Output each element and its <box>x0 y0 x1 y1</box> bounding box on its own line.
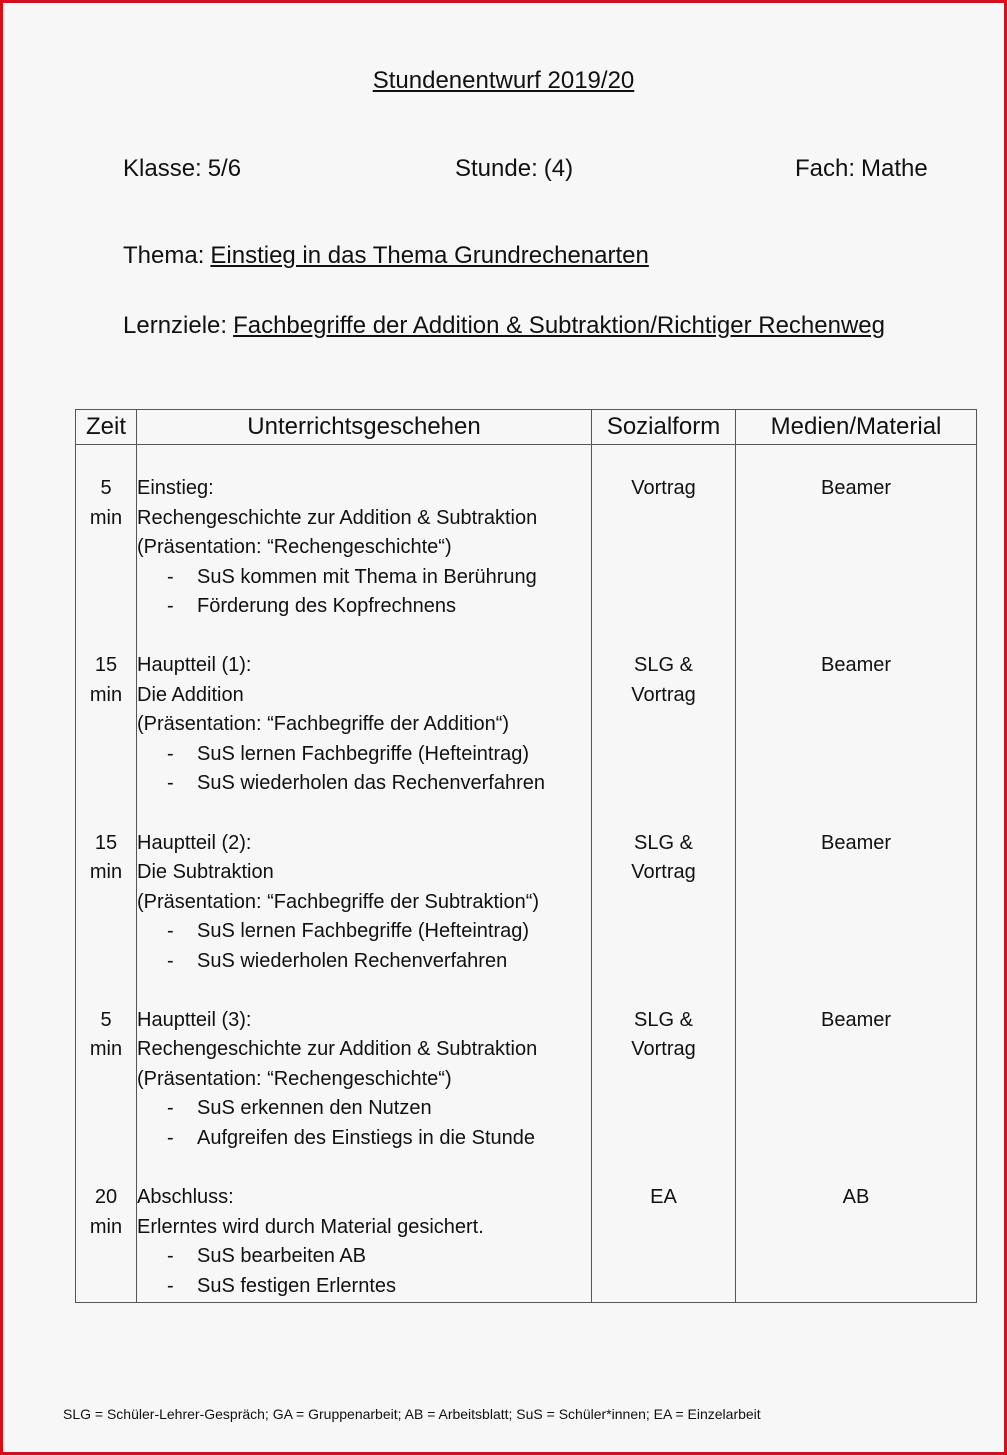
medien-cell <box>736 800 977 977</box>
zeit-number: 20 <box>94 1186 118 1209</box>
sozialform-line: EA <box>650 1186 677 1209</box>
zeit-cell <box>76 1154 137 1302</box>
lernziele-field <box>123 312 885 340</box>
klasse-value: 5/6 <box>207 155 242 182</box>
column-header-zeit: Zeit <box>76 410 137 445</box>
sozialform-cell <box>592 1154 736 1302</box>
sozialform-line: SLG & <box>634 831 693 854</box>
zeit-unit: min <box>89 506 123 529</box>
zeit-cell <box>76 445 137 623</box>
column-header-sozialform: Sozialform <box>592 410 736 445</box>
zeit-cell <box>76 622 137 799</box>
description-line: (Präsentation: “Fachbegriffe der Subtraktion“) <box>137 890 540 913</box>
sozialform-cell <box>592 445 736 623</box>
stunde-field <box>455 155 573 183</box>
stunde-label: Stunde: <box>455 155 538 182</box>
zeit-unit: min <box>89 1215 123 1238</box>
column-header-medien: Medien/Material <box>736 410 977 445</box>
description-line: (Präsentation: “Rechengeschichte“) <box>137 1067 452 1090</box>
description-line: Rechengeschichte zur Addition & Subtraktion <box>137 1038 538 1061</box>
table-row <box>76 977 977 1154</box>
sozialform-line: SLG & <box>634 1008 693 1031</box>
zeit-unit: min <box>89 683 123 706</box>
geschehen-cell <box>137 977 592 1154</box>
zeit-cell <box>76 977 137 1154</box>
medien-value: Beamer <box>820 831 892 854</box>
description-line: (Präsentation: “Fachbegriffe der Addition“) <box>137 713 510 736</box>
zeit-number: 5 <box>100 1008 112 1031</box>
phase-title: Hauptteil (1): <box>137 654 252 677</box>
description-line: Die Subtraktion <box>137 861 274 884</box>
bullet-list <box>137 917 591 976</box>
geschehen-cell <box>137 1154 592 1302</box>
lernziele-value: Fachbegriffe der Addition & Subtraktion/Richtiger Rechenweg <box>233 312 885 339</box>
description-line: (Präsentation: “Rechengeschichte“) <box>137 536 452 558</box>
zeit-unit: min <box>89 861 123 884</box>
medien-value: Beamer <box>820 477 892 499</box>
table-row <box>76 1154 977 1302</box>
medien-cell <box>736 1154 977 1302</box>
sozialform-line: Vortrag <box>631 477 696 499</box>
lernziele-label: Lernziele: <box>123 312 228 339</box>
phase-title: Einstieg: <box>137 477 214 499</box>
medien-cell <box>736 622 977 799</box>
thema-label: Thema: <box>123 242 205 269</box>
sozialform-line: Vortrag <box>631 1038 696 1061</box>
fach-value: Mathe <box>861 155 928 182</box>
phase-title: Abschluss: <box>137 1186 234 1209</box>
sozialform-line: Vortrag <box>631 861 696 884</box>
sozialform-cell <box>592 977 736 1154</box>
lesson-plan-table <box>75 409 977 1303</box>
zeit-unit: min <box>89 1038 123 1061</box>
description-line: Die Addition <box>137 683 244 706</box>
bullet-item: - SuS wiederholen das Rechenverfahren <box>137 769 591 799</box>
table-row <box>76 622 977 799</box>
document-title: Stundenentwurf 2019/20 <box>372 67 635 94</box>
table-header-row <box>76 410 977 445</box>
bullet-item: - SuS bearbeiten AB <box>137 1242 591 1272</box>
description-line: Erlerntes wird durch Material gesichert. <box>137 1215 484 1238</box>
medien-value: Beamer <box>820 654 892 677</box>
medien-value: Beamer <box>820 1008 892 1031</box>
bullet-list <box>137 1094 591 1153</box>
thema-field <box>123 242 649 270</box>
zeit-number: 15 <box>94 654 118 677</box>
sozialform-line: Vortrag <box>631 683 696 706</box>
bullet-list <box>137 740 591 799</box>
sozialform-cell <box>592 622 736 799</box>
bullet-item: - SuS wiederholen Rechenverfahren <box>137 947 591 977</box>
zeit-number: 5 <box>100 477 112 499</box>
sozialform-cell <box>592 800 736 977</box>
thema-value: Einstieg in das Thema Grundrechenarten <box>210 242 649 269</box>
medien-value: AB <box>842 1186 870 1209</box>
geschehen-cell <box>137 622 592 799</box>
description-line: Rechengeschichte zur Addition & Subtraktion <box>137 506 538 529</box>
phase-title: Hauptteil (3): <box>137 1008 252 1031</box>
fach-field <box>795 155 928 183</box>
klasse-field <box>123 155 241 183</box>
stunde-value: (4) <box>543 155 574 182</box>
bullet-item: - SuS erkennen den Nutzen <box>137 1094 591 1124</box>
geschehen-cell <box>137 445 592 623</box>
bullet-item: - SuS lernen Fachbegriffe (Hefteintrag) <box>137 740 591 770</box>
medien-cell <box>736 445 977 623</box>
zeit-cell <box>76 800 137 977</box>
bullet-item: - SuS lernen Fachbegriffe (Hefteintrag) <box>137 917 591 947</box>
sozialform-line: SLG & <box>634 654 693 677</box>
column-header-unterrichtsgeschehen: Unterrichtsgeschehen <box>137 410 592 445</box>
geschehen-cell <box>137 800 592 977</box>
table-row <box>76 445 977 623</box>
bullet-item: - SuS kommen mit Thema in Berührung <box>137 563 591 593</box>
zeit-number: 15 <box>94 831 118 854</box>
phase-title: Hauptteil (2): <box>137 831 252 854</box>
table-body <box>76 445 977 1303</box>
klasse-label: Klasse: <box>123 155 202 182</box>
bullet-item: - Aufgreifen des Einstiegs in die Stunde <box>137 1124 591 1154</box>
bullet-item: - Förderung des Kopfrechnens <box>137 592 591 622</box>
fach-label: Fach: <box>795 155 856 182</box>
table-row <box>76 800 977 977</box>
medien-cell <box>736 977 977 1154</box>
abbreviation-footnote: SLG = Schüler-Lehrer-Gespräch; GA = Gruppenarbeit; AB = Arbeitsblatt; SuS = Schüler*innen; EA = Einzelarbeit <box>63 1406 761 1422</box>
bullet-list <box>137 563 591 622</box>
bullet-item: - SuS festigen Erlerntes <box>137 1272 591 1302</box>
bullet-list <box>137 1242 591 1301</box>
